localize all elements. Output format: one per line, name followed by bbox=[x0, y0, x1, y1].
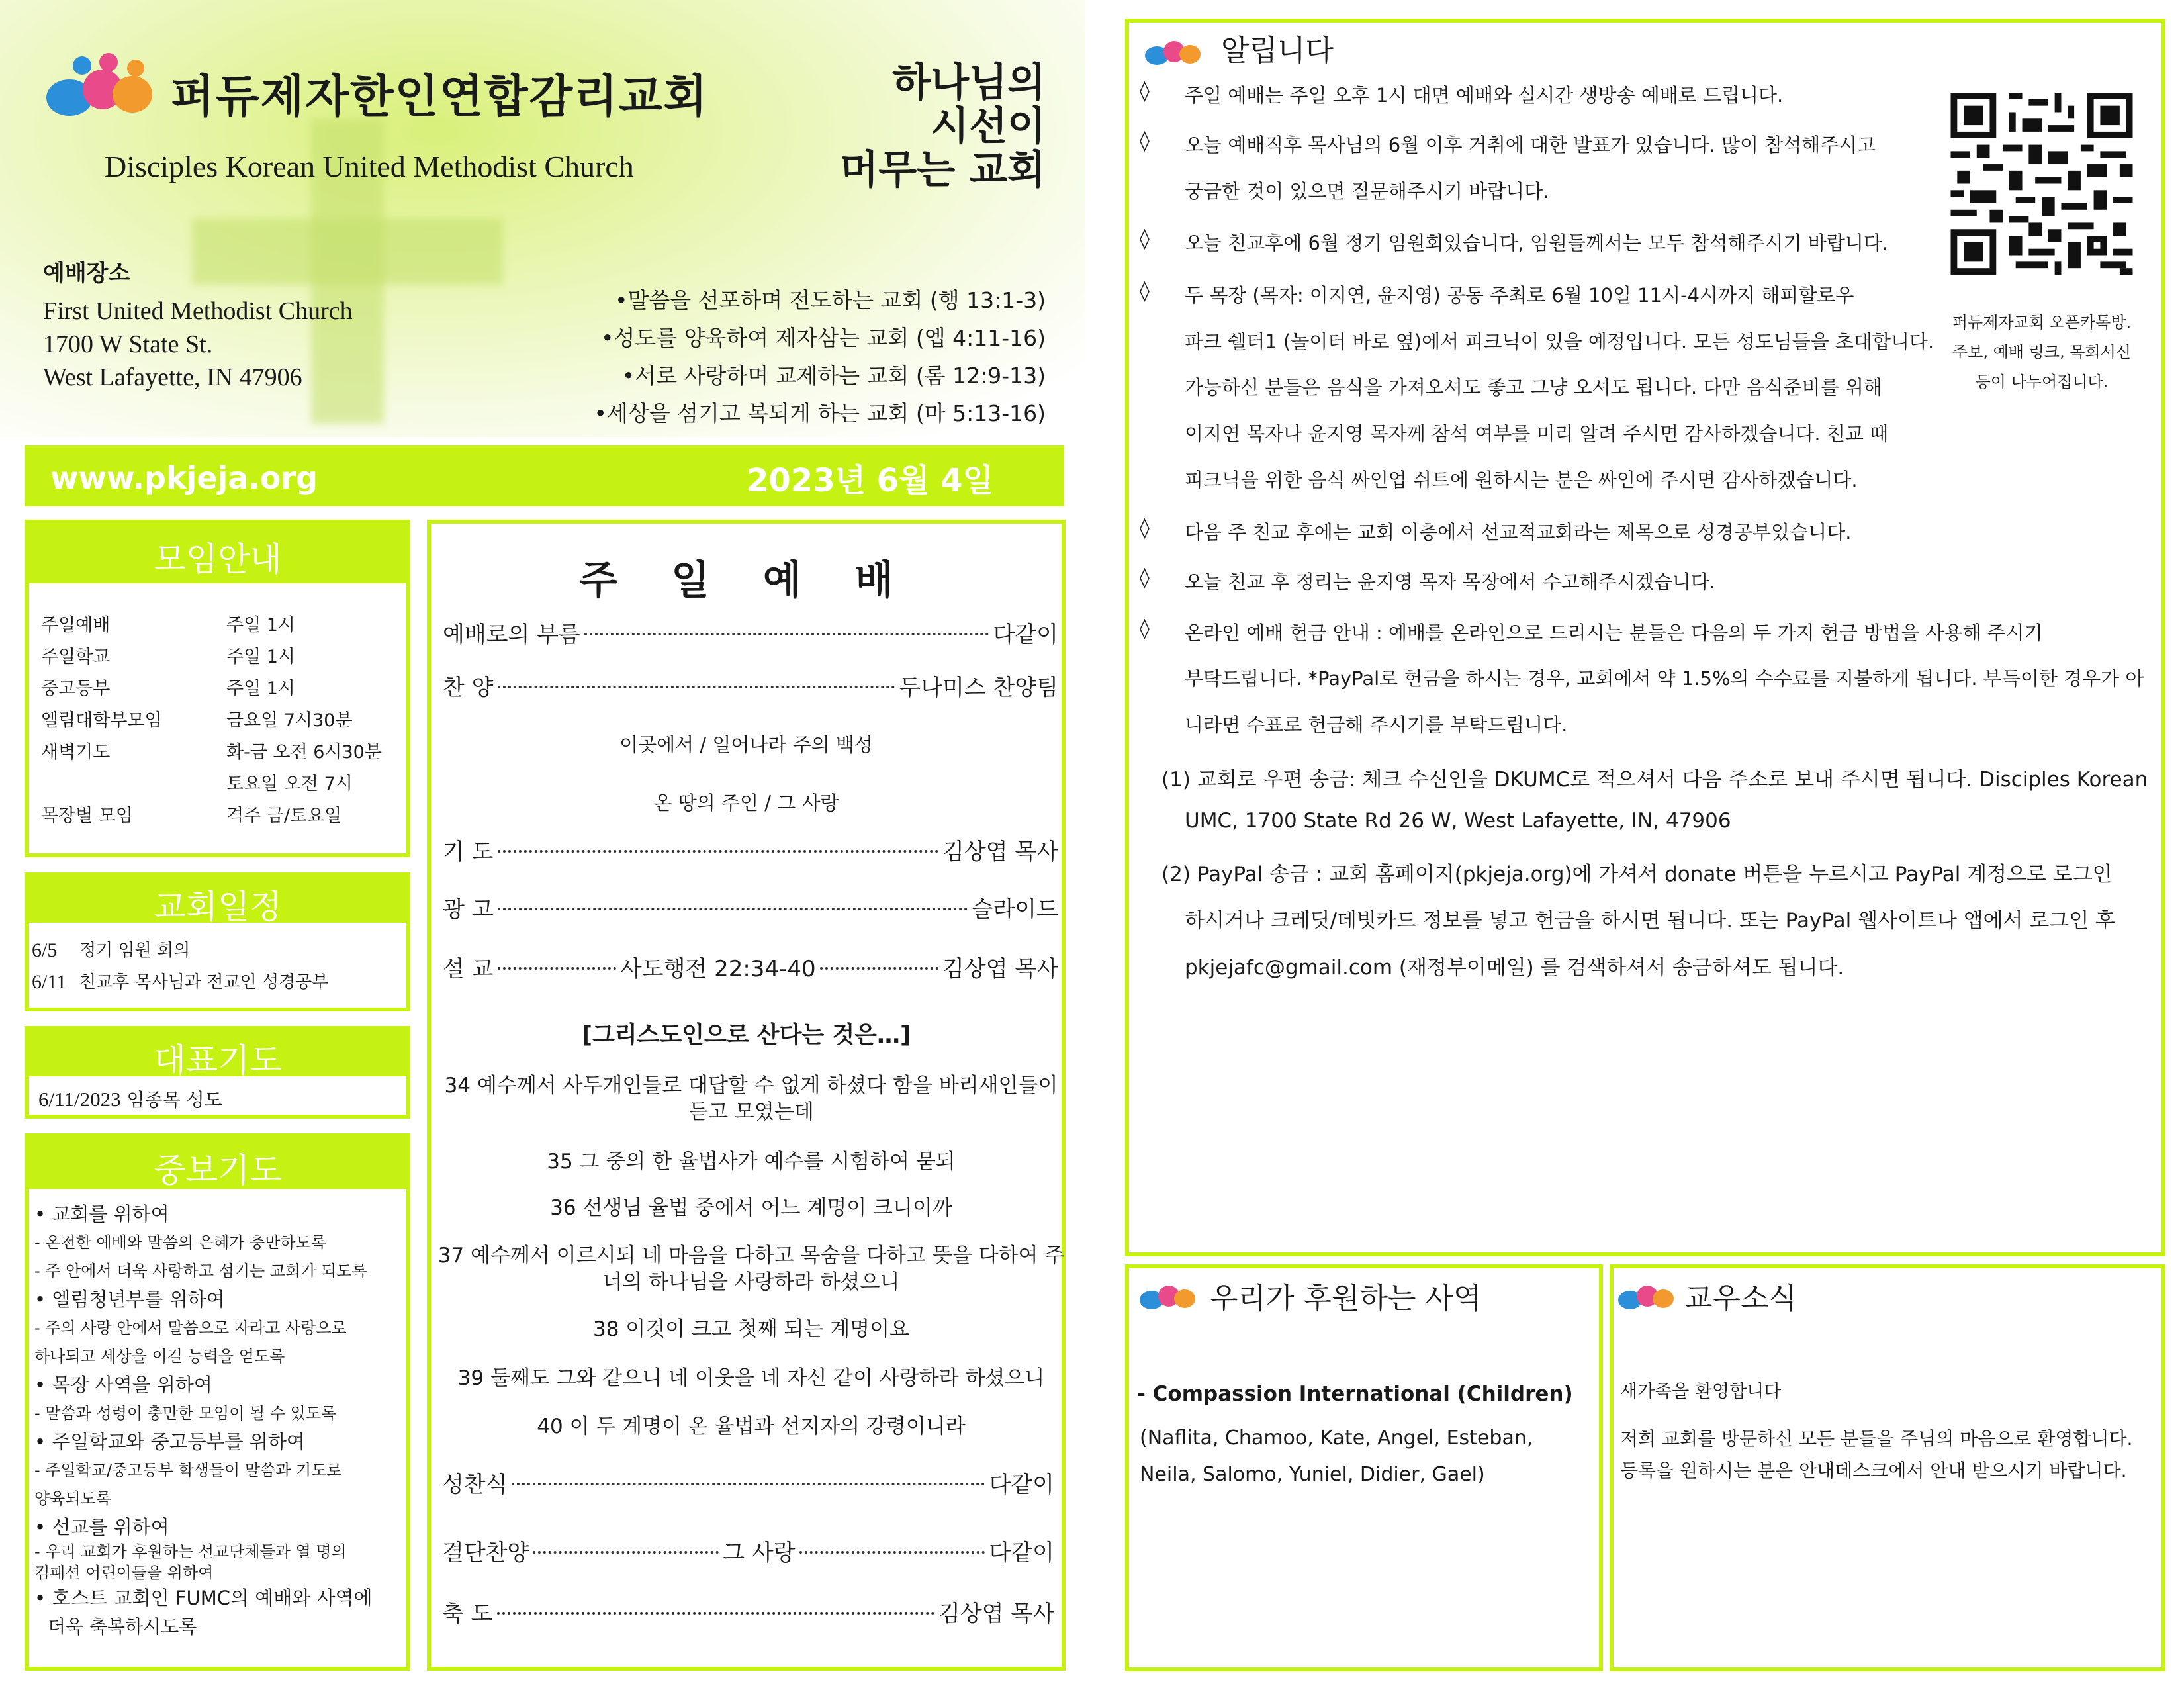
scripture-verse: 39 둘째도 그와 같으니 네 이웃을 네 자신 같이 사랑하라 하셨으니 bbox=[457, 1366, 1045, 1390]
offering-method: pkjejafc@gmail.com (재정부이메일) 를 검색하셔서 송금하셔도 됩니다. bbox=[1185, 956, 1844, 980]
intercession-line: - 온전한 예배와 말씀의 은혜가 충만하도록 bbox=[34, 1233, 326, 1252]
schedule-list bbox=[32, 935, 328, 998]
website-link[interactable]: www.pkjeja.org bbox=[50, 460, 318, 496]
scripture-verse: 35 그 중의 한 율법사가 예수를 시험하여 묻되 bbox=[547, 1150, 956, 1174]
notice-text: 다음 주 친교 후에는 교회 이층에서 선교적교회라는 제목으로 성경공부있습니다. bbox=[1185, 521, 1852, 543]
meetings-table bbox=[41, 610, 382, 832]
intercession-line: • 주일학교와 중고등부를 위하여 bbox=[34, 1430, 305, 1453]
intercession-line: • 엘림청년부를 위하여 bbox=[34, 1288, 225, 1311]
qr-caption-line: 등이 나누어집니다. bbox=[1975, 373, 2109, 391]
meetings-panel bbox=[25, 520, 410, 857]
notice-text: 두 목장 (목자: 이지연, 윤지영) 공동 주최로 6월 10일 11시-4시까지 해피할로우 bbox=[1185, 284, 1854, 306]
members-logo-icon bbox=[1618, 1279, 1678, 1312]
notice-text: 파크 쉘터1 (놀이터 바로 옆)에서 피크닉이 있을 예정입니다. 모든 성도님들을 초대합니다. bbox=[1185, 330, 1934, 353]
intercession-panel bbox=[25, 1133, 410, 1671]
qr-code-icon[interactable] bbox=[1949, 93, 2134, 275]
intercession-line: - 주 안에서 더욱 사랑하고 섬기는 교회가 되도록 bbox=[34, 1262, 367, 1280]
missions-children bbox=[1140, 1420, 1533, 1493]
members-title: 교우소식 bbox=[1684, 1282, 1797, 1315]
meetings-title-bar bbox=[29, 524, 406, 583]
order-praise: 찬 양 두나미스 찬양팀 bbox=[443, 675, 1058, 701]
order-call-to-worship: 예배로의 부름 다같이 bbox=[443, 622, 1058, 648]
intercession-line: 양육되도록 bbox=[34, 1489, 111, 1508]
notice-text: 피크닉을 위한 음식 싸인업 쉬트에 원하시는 분은 싸인에 주시면 감사하겠습니다. bbox=[1185, 469, 1858, 491]
website-date-bar bbox=[25, 445, 1064, 506]
rep-prayer-date: 6/11/2023 bbox=[38, 1088, 121, 1111]
rep-prayer-panel bbox=[25, 1026, 410, 1119]
church-name-en: Disciples Korean United Methodist Church bbox=[105, 150, 634, 183]
members-text bbox=[1620, 1423, 2132, 1487]
sermon-title: [그리스도인으로 산다는 것은…] bbox=[581, 1022, 911, 1049]
church-visions bbox=[569, 281, 1046, 432]
offering-method: UMC, 1700 State Rd 26 W, West Lafayette, IN, 47906 bbox=[1185, 809, 1731, 833]
schedule-row: 6/5 정기 임원 회의 bbox=[32, 939, 191, 961]
intercession-line: • 교회를 위하여 bbox=[34, 1203, 169, 1225]
missions-logo-icon bbox=[1140, 1279, 1199, 1312]
praise-songs bbox=[431, 716, 1062, 832]
address-line: First United Methodist Church bbox=[43, 297, 353, 325]
praise-song-line: 이곳에서 / 일어나라 주의 백성 bbox=[619, 733, 873, 756]
rep-prayer-title: 대표기도 bbox=[154, 1041, 282, 1080]
intercession-list bbox=[34, 1200, 405, 1641]
notice-text: 가능하신 분들은 음식을 가져오셔도 좋고 그냥 오셔도 됩니다. 다만 음식준비를 위해 bbox=[1185, 376, 1882, 399]
notices-logo-icon bbox=[1145, 34, 1205, 68]
order-closing-hymn: 결단찬양 그 사랑 다같이 bbox=[442, 1540, 1054, 1566]
notice-bullet: ◊ bbox=[1140, 129, 1150, 152]
intercession-line: - 주의 사랑 안에서 말씀으로 자라고 사랑으로 bbox=[34, 1319, 347, 1337]
notice-bullet: ◊ bbox=[1140, 79, 1150, 103]
notice-text: 오늘 친교 후 정리는 윤지영 목자 목장에서 수고해주시겠습니다. bbox=[1185, 571, 1716, 593]
address-line: West Lafayette, IN 47906 bbox=[43, 363, 302, 391]
members-text-line: 등록을 원하시는 분은 안내데스크에서 안내 받으시기 바랍니다. bbox=[1620, 1460, 2127, 1481]
intercession-title-bar bbox=[29, 1137, 406, 1189]
children-names-line: (Naflita, Chamoo, Kate, Angel, Esteban, bbox=[1140, 1427, 1533, 1450]
bulletin-date: 2023년 6월 4일 bbox=[747, 462, 993, 499]
order-prayer: 기 도 김상엽 목사 bbox=[443, 839, 1058, 865]
intercession-line: 더욱 축복하시도록 bbox=[48, 1616, 197, 1638]
intercession-line: 컴패션 어린이들을 위하여 bbox=[34, 1564, 214, 1582]
meetings-title: 모임안내 bbox=[154, 540, 282, 579]
schedule-title: 교회일정 bbox=[154, 888, 282, 926]
intercession-line: 하나되고 세상을 이길 능력을 얻도록 bbox=[34, 1347, 285, 1366]
meeting-row: 목장별 모임 격주 금/토요일 bbox=[41, 806, 342, 826]
rep-prayer-info bbox=[38, 1086, 222, 1112]
notice-text: 궁금한 것이 있으면 질문해주시기 바랍니다. bbox=[1185, 180, 1549, 203]
motto-line: 머무는 교회 bbox=[840, 147, 1046, 193]
vision-line: •성도를 양육하여 제자삼는 교회 (엡 4:11-16) bbox=[601, 325, 1046, 351]
intercession-line: - 우리 교회가 후원하는 선교단체들과 열 명의 bbox=[34, 1542, 347, 1561]
address bbox=[43, 295, 353, 394]
rep-prayer-name: 임종목 성도 bbox=[126, 1089, 222, 1111]
meeting-row: 엘림대학부모임 금요일 7시30분 bbox=[41, 710, 353, 731]
scripture-verse: 34 예수께서 사두개인들로 대답할 수 없게 하셨다 함을 바리새인들이 듣고 모였는데 bbox=[444, 1074, 1058, 1124]
worship-place-label: 예배장소 bbox=[43, 260, 130, 287]
order-benediction: 축 도 김상엽 목사 bbox=[442, 1601, 1054, 1627]
address-line: 1700 W State St. bbox=[43, 330, 213, 358]
offering-method: (2) PayPal 송금 : 교회 홈페이지(pkjeja.org)에 가셔서 donate 버튼을 누르시고 PayPal 계정으로 로그인 bbox=[1161, 863, 2113, 886]
scripture-verse: 40 이 두 계명이 온 율법과 선지자의 강령이니라 bbox=[537, 1415, 966, 1438]
vision-line: •세상을 섬기고 복되게 하는 교회 (마 5:13-16) bbox=[594, 400, 1046, 426]
notice-text: 오늘 예배직후 목사님의 6월 이후 거취에 대한 발표가 있습니다. 많이 참석해주시고 bbox=[1185, 134, 1876, 156]
offering-method: (1) 교회로 우편 송금: 체크 수신인을 DKUMC로 적으셔서 다음 주소로 보내 주시면 됩니다. Disciples Korean bbox=[1161, 768, 2148, 792]
intercession-line: • 목장 사역을 위하여 bbox=[34, 1374, 212, 1396]
members-text-line: 저희 교회를 방문하신 모든 분들을 주님의 마음으로 환영합니다. bbox=[1620, 1428, 2133, 1450]
intercession-line: • 호스트 교회인 FUMC의 예배와 사역에 bbox=[34, 1587, 373, 1609]
notice-text: 부탁드립니다. *PayPal로 헌금을 하시는 경우, 교회에서 약 1.5%의 수수료를 지불하게 됩니다. 부득이한 경우가 아 bbox=[1185, 667, 2144, 690]
intercession-line: • 선교를 위하여 bbox=[34, 1516, 169, 1538]
notice-text: 주일 예배는 주일 오후 1시 대면 예배와 실시간 생방송 예배로 드립니다. bbox=[1185, 84, 1784, 107]
schedule-title-bar bbox=[29, 876, 406, 926]
notice-bullet: ◊ bbox=[1140, 227, 1150, 250]
notice-text: 니라면 수표로 헌금해 주시기를 부탁드립니다. bbox=[1185, 714, 1568, 736]
qr-caption bbox=[1926, 308, 2158, 397]
schedule-panel bbox=[25, 872, 410, 1011]
church-name-ko: 퍼듀제자한인연합감리교회 bbox=[171, 71, 709, 123]
members-subtitle: 새가족을 환영합니다 bbox=[1620, 1382, 1782, 1402]
worship-title: 주 일 예 배 bbox=[579, 557, 913, 604]
order-announcements: 광 고 슬라이드 bbox=[443, 896, 1058, 923]
cross-graphic-bar bbox=[192, 218, 503, 285]
offering-method: 하시거나 크레딧/데빗카드 정보를 넣고 헌금을 하시면 됩니다. 또는 PayPal 웹사이트나 앱에서 로그인 후 bbox=[1185, 909, 2115, 933]
meeting-row: 중고등부 주일 1시 bbox=[41, 679, 296, 699]
notice-bullet: ◊ bbox=[1140, 617, 1150, 640]
rep-prayer-title-bar bbox=[29, 1030, 406, 1080]
motto-line: 시선이 bbox=[931, 103, 1046, 150]
notice-bullet: ◊ bbox=[1140, 516, 1150, 539]
intercession-line: - 말씀과 성령이 충만한 모임이 될 수 있도록 bbox=[34, 1404, 337, 1423]
qr-caption-line: 주보, 예배 링크, 목회서신 bbox=[1952, 343, 2131, 361]
meeting-row: 주일학교 주일 1시 bbox=[41, 647, 296, 667]
praise-song-line: 온 땅의 주인 / 그 사랑 bbox=[653, 792, 839, 814]
qr-caption-line: 퍼듀제자교회 오픈카톡방. bbox=[1952, 313, 2132, 332]
scripture-verse: 36 선생님 율법 중에서 어느 계명이 크니이까 bbox=[550, 1196, 952, 1220]
children-names-line: Neila, Salomo, Yuniel, Didier, Gael) bbox=[1140, 1463, 1485, 1486]
scripture-verse: 38 이것이 크고 첫째 되는 계명이요 bbox=[592, 1317, 909, 1341]
motto bbox=[827, 61, 1046, 192]
order-sermon: 설 교 사도행전 22:34-40 김상엽 목사 bbox=[443, 956, 1059, 982]
meeting-row: 주일예배 주일 1시 bbox=[41, 615, 296, 635]
missions-title: 우리가 후원하는 사역 bbox=[1210, 1282, 1482, 1315]
notice-bullet: ◊ bbox=[1140, 566, 1150, 589]
church-logo bbox=[46, 56, 159, 122]
notice-text: 온라인 예배 헌금 안내 : 예배를 온라인으로 드리시는 분들은 다음의 두 가지 헌금 방법을 사용해 주시기 bbox=[1185, 622, 2043, 644]
meeting-row: 새벽기도 화-금 오전 6시30분 bbox=[41, 742, 382, 763]
scripture-verse: 37 예수께서 이르시되 네 마음을 다하고 목숨을 다하고 뜻을 다하여 주 너의 하나님을 사랑하라 하셨으니 bbox=[437, 1244, 1065, 1294]
vision-line: •서로 사랑하며 교제하는 교회 (롬 12:9-13) bbox=[621, 363, 1046, 389]
intercession-title: 중보기도 bbox=[154, 1151, 282, 1190]
motto-line: 하나님의 bbox=[892, 60, 1046, 106]
notice-text: 이지연 목자나 윤지영 목자께 참석 여부를 미리 알려 주시면 감사하겠습니다. 친교 때 bbox=[1185, 422, 1889, 445]
notice-bullet: ◊ bbox=[1140, 279, 1150, 303]
vision-line: •말씀을 선포하며 전도하는 교회 (행 13:1-3) bbox=[615, 287, 1046, 313]
meeting-row: 토요일 오전 7시 bbox=[226, 774, 353, 794]
notices-title: 알립니다 bbox=[1221, 34, 1334, 68]
notice-text: 오늘 친교후에 6월 정기 임원회있습니다, 임원들께서는 모두 참석해주시기 바랍니다. bbox=[1185, 232, 1889, 254]
missions-org: - Compassion International (Children) bbox=[1137, 1382, 1573, 1406]
order-communion: 성찬식 다같이 bbox=[442, 1472, 1054, 1498]
intercession-line: - 주일학교/중고등부 학생들이 말씀과 기도로 bbox=[34, 1461, 342, 1479]
schedule-row: 6/11 친교후 목사님과 전교인 성경공부 bbox=[32, 971, 329, 993]
